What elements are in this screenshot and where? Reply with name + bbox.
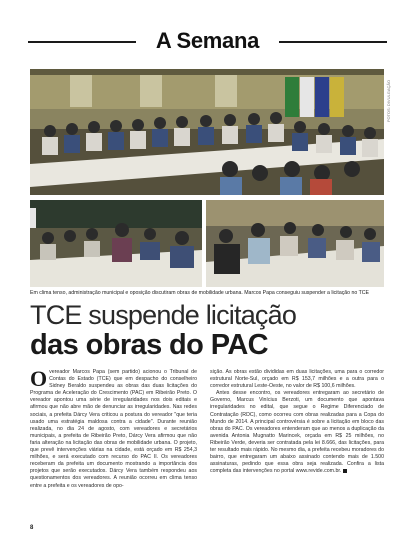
article-column-right xyxy=(210,369,384,475)
article-paragraph xyxy=(30,366,197,490)
page-number: 8 xyxy=(30,525,34,531)
header-rule-right xyxy=(279,41,387,43)
article-paragraph-text: vereador Marcos Papa (sem partido) acionou o Tribunal de Contas do Estado (TCE) que em despacho do conselheiro Sidney Beraldo suspendeu as obras das duas licitações do Programa de Aceleração do Crescimento (PAC) em Ribeirão Preto. O vereador apontou uma série de irregularidades nos dois editais e afirmou que não abre mão de denunciar as irregularidades. Nas redes sociais, a prefeita Dárcy Vera criticou a postura do vereador "que teria usado uma estratégia maldosa contra a cidade". Durante reunião realizada, no dia 24 de agosto, com vereadores e secretários municipais, a prefeita de Ribeirão Preto, Dárcy Vera afirmou que não faria alteração na licitação das obras de mobilidade urbana. O projeto, que prevê intervenções viárias na cidade, está orçado em R$ 254,3 milhões, e será executado com recurso do PAC II. Os vereadores receberam da prefeita um documento mostrando a importância dos projetos que serão executados. Dárcy Vera também respondeu aos questionamentos dos vereadores. A reunião ocorreu em clima tenso entre a prefeita e os vereadores de opo- xyxy=(30,369,197,489)
photo-credit: FOTOS: DIVULGAÇÃO xyxy=(386,79,391,122)
bottom-left-photo xyxy=(30,200,202,287)
article-column-left xyxy=(30,366,197,490)
article-paragraph-text: Antes desse encontro, os vereadores entregaram ao secretário de Governo, Marcus Vinícius Berzoti, um documento que apontava irregularidades no edital, que segue o Regime Diferenciado de Contratação (RDC), como ocorreu com obras realizadas para a Copa do Mundo de 2014. A principal controvérsia é sobre a licitação em bloco das obras do PAC. Os vereadores entenderam que ao menos a duplicação da avenida Antonia Mugnatto Marincek, orçada em R$ 25 milhões, no Ribeirão Verde, deveria ser contratada pela lei 8.666, das licitações, para ter resultado mais rápido. No mesmo dia, a prefeita recebeu moradores do bairro, que entregaram um abaixo assinado contendo mais de 1.500 assinaturas, pedindo que essa obra seja realizada. Confira a lista completa das intervenções no portal www.revide.com.br. xyxy=(210,390,384,475)
article-paragraph xyxy=(210,390,384,475)
bottom-right-photo xyxy=(206,200,384,287)
article-paragraph: sição. As obras estão divididas em duas licitações, uma para o corredor estrutural Norte-Sul, orçado em R$ 153,7 milhões e a outra para o corredor estrutural Leste-Oeste, no valor de R$ 100,6 milhões. xyxy=(210,369,384,390)
headline-line-2: das obras do PAC xyxy=(30,329,269,361)
main-photo xyxy=(30,69,384,195)
drop-cap: O xyxy=(30,366,48,391)
end-mark-icon xyxy=(343,469,347,473)
section-title: A Semana xyxy=(155,28,260,53)
photo-caption: Em clima tenso, administração municipal e oposição discutiram obras de mobilidade urbana. Marcos Papa conseguiu suspender a licitação no TCE xyxy=(30,290,369,296)
headline-line-1: TCE suspende licitação xyxy=(30,300,297,330)
section-header xyxy=(28,26,387,58)
